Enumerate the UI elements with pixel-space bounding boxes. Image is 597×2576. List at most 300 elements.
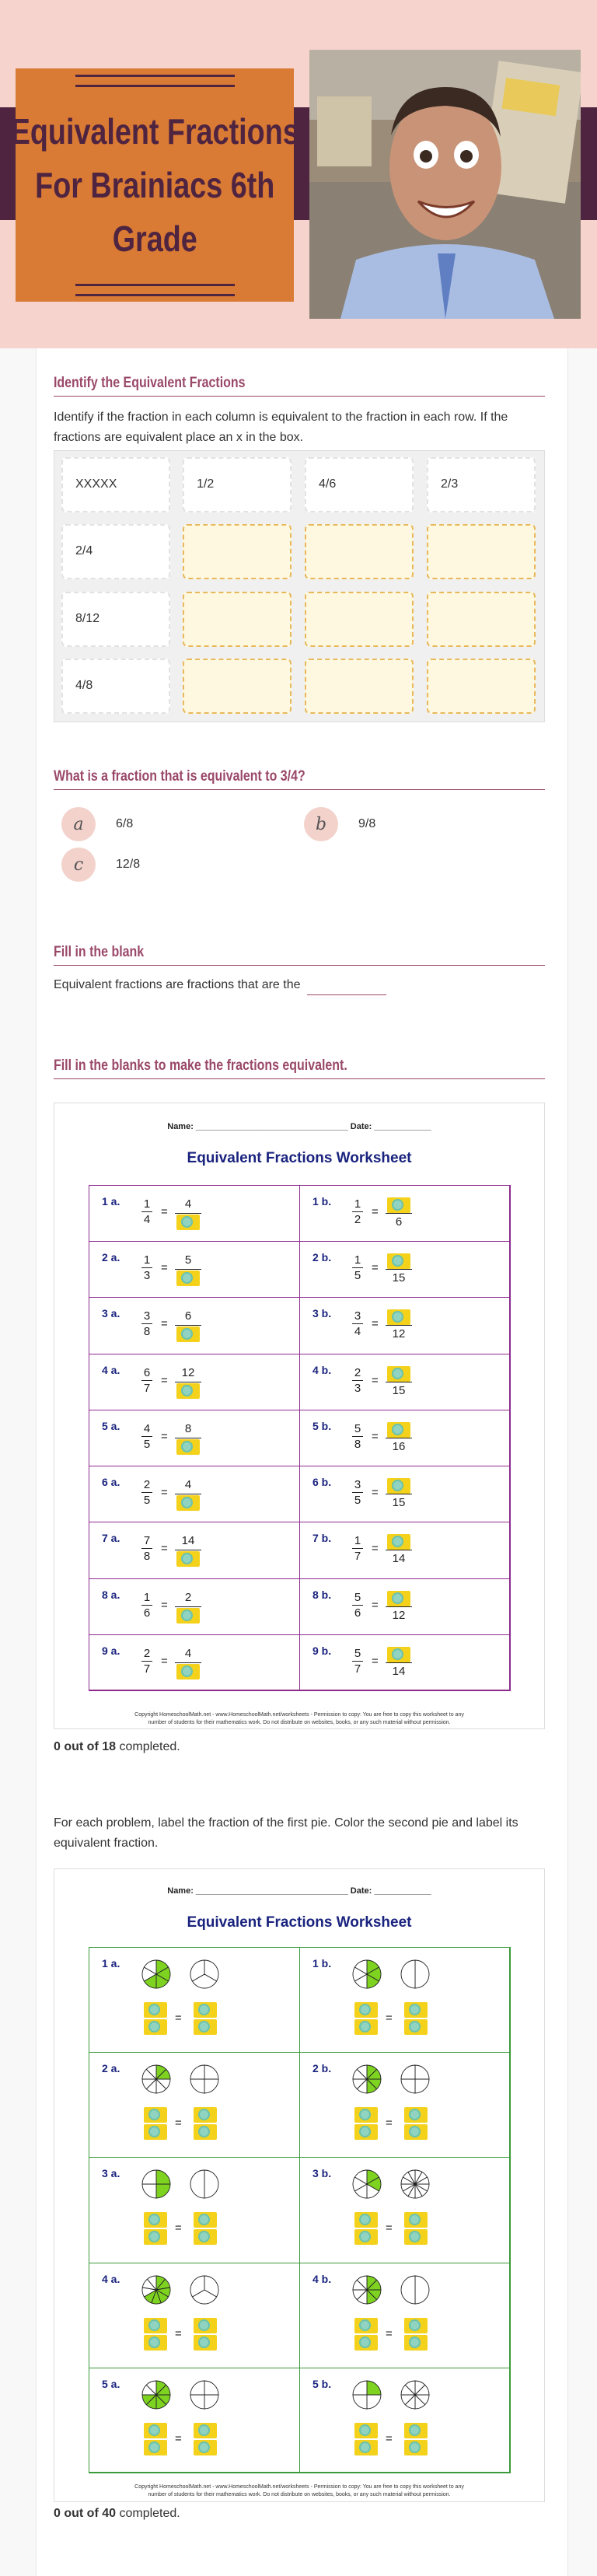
answer-box[interactable]: [427, 592, 536, 647]
answer-input-chip[interactable]: [387, 1591, 410, 1606]
worksheet-problem: [89, 1578, 300, 1635]
fraction-input-chip[interactable]: [144, 2124, 167, 2140]
progress-status: [54, 2507, 180, 2521]
worksheet-problem: [89, 1354, 300, 1410]
fill-prompt-text: Equivalent fractions are fractions that are the: [54, 978, 301, 991]
worksheet-image-2: [54, 1868, 545, 2502]
given-fraction: [141, 1590, 153, 1620]
pie-problem: [89, 2157, 300, 2263]
problem-label: 4 b.: [312, 2272, 332, 2285]
problem-label: 3 a.: [102, 1307, 120, 1320]
pie-problem: [299, 2368, 511, 2473]
shaded-pie[interactable]: [351, 2169, 382, 2200]
equals-sign: =: [386, 2116, 393, 2130]
problem-label: 1 a.: [102, 1195, 120, 1208]
answer-numerator: 12: [181, 1365, 195, 1379]
fraction-denominator: 5: [143, 1494, 151, 1508]
fraction-input-chip[interactable]: [194, 2124, 217, 2140]
answer-fraction: [175, 1197, 201, 1229]
pie-slice[interactable]: [190, 2065, 204, 2079]
given-fraction: [351, 1309, 364, 1339]
given-fraction: [141, 1309, 153, 1339]
answer-input-chip[interactable]: [176, 1664, 200, 1679]
answer-fraction: [386, 1646, 412, 1679]
equals-sign: =: [372, 1598, 379, 1612]
fraction-input-chip[interactable]: [404, 2124, 428, 2140]
given-fraction: [351, 1646, 364, 1676]
problem-label: 9 b.: [312, 1644, 332, 1657]
header-photo: [309, 50, 581, 319]
answer-input-chip[interactable]: [176, 1439, 200, 1455]
problem-label: 3 b.: [312, 1307, 332, 1320]
answer-input-chip[interactable]: [176, 1495, 200, 1511]
choice-letter[interactable]: b: [304, 807, 338, 841]
problem-label: 7 b.: [312, 1532, 332, 1545]
answer-input-chip[interactable]: [176, 1326, 200, 1342]
fraction-input-chip[interactable]: [144, 2002, 167, 2018]
fraction-numerator: 1: [354, 1197, 361, 1211]
pie-slice[interactable]: [204, 2079, 218, 2093]
shaded-pie[interactable]: [141, 2274, 172, 2305]
section-title: Fill in the blanks to make the fractions equivalent.: [54, 1057, 347, 1074]
worksheet-problem: [299, 1354, 511, 1410]
pie-slice[interactable]: [367, 2395, 381, 2409]
answer-denominator: 15: [392, 1271, 406, 1285]
blank-pie[interactable]: [400, 2379, 431, 2410]
blank-pie[interactable]: [189, 2064, 220, 2095]
fraction-bar: [386, 1606, 412, 1607]
answer-box[interactable]: [305, 592, 414, 647]
answer-fraction: [175, 1477, 201, 1510]
answer-input-chip[interactable]: [176, 1271, 200, 1286]
grid-row-header: 8/12: [61, 592, 170, 647]
progress-suffix: completed.: [116, 2507, 180, 2520]
equals-sign: =: [161, 1205, 168, 1218]
equals-sign: =: [386, 2012, 393, 2025]
answer-box[interactable]: [427, 659, 536, 714]
fraction-input-chip[interactable]: [404, 2212, 428, 2228]
fraction-denominator: 7: [354, 1662, 361, 1676]
equals-sign: =: [175, 2431, 182, 2445]
fraction-numerator: 1: [143, 1253, 151, 1267]
blank-pie[interactable]: [400, 2274, 431, 2305]
fraction-input-chip[interactable]: [194, 2229, 217, 2245]
fraction-input-chip[interactable]: [354, 2107, 378, 2123]
problem-label: 1 b.: [312, 1957, 332, 1970]
answer-input-chip[interactable]: [176, 1215, 200, 1230]
pie-slice[interactable]: [204, 2065, 218, 2079]
pie-slice[interactable]: [190, 2381, 204, 2395]
answer-numerator: 4: [184, 1197, 192, 1211]
answer-input-chip[interactable]: [387, 1534, 410, 1550]
fraction-input-chip[interactable]: [404, 2019, 428, 2035]
fraction-denominator: 7: [143, 1662, 151, 1676]
fraction-input-chip[interactable]: [354, 2229, 378, 2245]
title-divider-top: [75, 75, 235, 77]
answer-fraction: [386, 1590, 412, 1623]
answer-input-chip[interactable]: [176, 1551, 200, 1567]
fraction-bar: [175, 1606, 201, 1607]
copyright-line-1: Copyright HomeschoolMath.net - www.HomeschoolMath.net/worksheets - Permission to copy: You are free to copy this worksheet to any: [134, 1712, 464, 1718]
pie-slice[interactable]: [190, 2079, 204, 2093]
pie-slice[interactable]: [401, 2276, 415, 2304]
pie-problem: [299, 1947, 511, 2053]
worksheet-problem: [89, 1185, 300, 1242]
pie-slice[interactable]: [401, 1960, 415, 1988]
pie-slice[interactable]: [190, 2395, 204, 2409]
worksheet-problem: [299, 1522, 511, 1578]
answer-box[interactable]: [183, 524, 292, 579]
answer-denominator: 15: [392, 1383, 406, 1397]
given-fraction: [141, 1253, 153, 1283]
shaded-pie[interactable]: [351, 2274, 382, 2305]
pie-slice[interactable]: [415, 2276, 429, 2304]
section-fill-blank: [54, 944, 545, 995]
answer-fraction: [386, 1309, 412, 1341]
answer-box[interactable]: [183, 592, 292, 647]
fraction-input-chip[interactable]: [194, 2002, 217, 2018]
equals-sign: =: [372, 1261, 379, 1275]
pie-slice[interactable]: [353, 2381, 367, 2395]
answer-input-chip[interactable]: [387, 1478, 410, 1494]
section-rule: [54, 396, 545, 397]
shaded-pie[interactable]: [351, 2379, 382, 2410]
given-fraction: [141, 1197, 153, 1227]
fraction-numerator: 1: [143, 1590, 151, 1604]
equals-sign: =: [161, 1261, 168, 1275]
copyright-line-2: number of students for their mathematics work. Do not distribute on websites, books, or any such material without permission.: [148, 2492, 451, 2497]
problem-label: 2 a.: [102, 1251, 120, 1264]
fraction-numerator: 2: [354, 1365, 361, 1379]
fraction-input-chip[interactable]: [144, 2318, 167, 2333]
grid-row-header: 4/8: [61, 659, 170, 714]
equals-sign: =: [372, 1654, 379, 1668]
pie-slice[interactable]: [415, 2079, 429, 2093]
given-fraction: [351, 1197, 364, 1227]
progress-status: [54, 1740, 180, 1754]
equals-sign: =: [161, 1542, 168, 1556]
fraction-numerator: 5: [354, 1590, 361, 1604]
fraction-bar: [175, 1662, 201, 1663]
section-identify: [54, 375, 545, 448]
fraction-input-chip[interactable]: [404, 2107, 428, 2123]
shaded-pie[interactable]: [141, 2064, 172, 2095]
worksheet-problem: [89, 1297, 300, 1354]
answer-fraction: [175, 1590, 201, 1623]
blank-pie[interactable]: [189, 1959, 220, 1990]
answer-denominator: 16: [392, 1439, 406, 1453]
given-fraction: [141, 1533, 153, 1564]
fraction-input-chip[interactable]: [194, 2318, 217, 2333]
equivalence-grid: [54, 450, 545, 722]
fraction-input-chip[interactable]: [354, 2335, 378, 2351]
equals-sign: =: [175, 2326, 182, 2340]
answer-input-chip[interactable]: [387, 1422, 410, 1438]
blank-pie[interactable]: [189, 2379, 220, 2410]
answer-input-chip[interactable]: [387, 1647, 410, 1662]
worksheet-table: [89, 1185, 510, 1690]
fraction-numerator: 3: [354, 1309, 361, 1323]
problem-label: 5 a.: [102, 1419, 120, 1432]
problem-label: 5 b.: [312, 1419, 332, 1432]
pie-slice[interactable]: [156, 2170, 170, 2184]
choice-option-a[interactable]: [61, 807, 133, 841]
fraction-numerator: 5: [354, 1646, 361, 1660]
answer-fraction: [386, 1253, 412, 1285]
fill-prompt: [54, 975, 545, 995]
fraction-numerator: 1: [354, 1534, 361, 1548]
fraction-denominator: 6: [143, 1606, 151, 1620]
choice-option-b[interactable]: [304, 807, 375, 841]
blank-pie[interactable]: [400, 2064, 431, 2095]
fraction-denominator: 8: [143, 1550, 151, 1564]
choice-letter[interactable]: c: [61, 848, 96, 882]
pie-slice[interactable]: [415, 1960, 429, 1988]
grid-column-header: 4/6: [305, 457, 414, 512]
fraction-denominator: 4: [354, 1325, 361, 1339]
fraction-bar: [175, 1325, 201, 1326]
title-divider-bottom: [75, 284, 235, 286]
fraction-denominator: 2: [354, 1213, 361, 1226]
pie-slice[interactable]: [156, 2184, 170, 2198]
fraction-numerator: 3: [143, 1309, 151, 1323]
pie-problem: [89, 1947, 300, 2053]
choice-letter[interactable]: a: [61, 807, 96, 841]
worksheet-card: [36, 348, 568, 2576]
pie-problem: [89, 2368, 300, 2473]
shaded-pie[interactable]: [141, 2379, 172, 2410]
equals-sign: =: [175, 2116, 182, 2130]
fraction-input-chip[interactable]: [404, 2002, 428, 2018]
choice-label: 9/8: [358, 817, 376, 830]
problem-label: 3 b.: [312, 2167, 332, 2180]
answer-fraction: [386, 1533, 412, 1566]
section-title: Identify the Equivalent Fractions: [54, 375, 246, 391]
pie-problem: [89, 2052, 300, 2158]
fraction-input-chip[interactable]: [194, 2019, 217, 2035]
answer-fraction: [175, 1646, 201, 1679]
answer-input-chip[interactable]: [387, 1197, 410, 1213]
fraction-input-chip[interactable]: [144, 2107, 167, 2123]
fraction-input-chip[interactable]: [194, 2423, 217, 2438]
problem-label: 4 b.: [312, 1363, 332, 1376]
answer-input-chip[interactable]: [176, 1383, 200, 1399]
fraction-input-chip[interactable]: [354, 2212, 378, 2228]
section-rule: [54, 965, 545, 966]
given-fraction: [351, 1421, 364, 1452]
pie-slice[interactable]: [401, 2065, 415, 2079]
section-worksheet-1: [54, 1057, 545, 1079]
copyright-line-2: number of students for their mathematics work. Do not distribute on websites, books, or any such material without permission.: [148, 1720, 451, 1725]
fraction-numerator: 5: [354, 1421, 361, 1435]
problem-label: 2 a.: [102, 2062, 120, 2075]
blank-pie[interactable]: [400, 2169, 431, 2200]
answer-denominator: 15: [392, 1496, 406, 1510]
fraction-input-chip[interactable]: [404, 2335, 428, 2351]
answer-box[interactable]: [305, 659, 414, 714]
pie-worksheet-table: [89, 1947, 510, 2473]
fraction-bar: [386, 1662, 412, 1663]
equals-sign: =: [372, 1542, 379, 1556]
shaded-pie[interactable]: [351, 2064, 382, 2095]
given-fraction: [141, 1421, 153, 1452]
pie-slice[interactable]: [204, 2170, 218, 2198]
worksheet-problem: [299, 1578, 511, 1635]
equals-sign: =: [372, 1205, 379, 1218]
fraction-input-chip[interactable]: [404, 2229, 428, 2245]
worksheet-problem: [89, 1241, 300, 1298]
shaded-pie[interactable]: [141, 1959, 172, 1990]
answer-input-chip[interactable]: [387, 1366, 410, 1382]
fraction-input-chip[interactable]: [404, 2318, 428, 2333]
fraction-denominator: 5: [354, 1494, 361, 1508]
title-box: [10, 68, 299, 302]
pie-slice[interactable]: [142, 2170, 156, 2184]
problem-label: 2 b.: [312, 1251, 332, 1264]
pie-slice[interactable]: [190, 2170, 204, 2198]
answer-box[interactable]: [427, 524, 536, 579]
worksheet-title: Equivalent Fractions Worksheet: [187, 1150, 412, 1166]
choice-option-c[interactable]: [61, 848, 140, 882]
blank-pie[interactable]: [189, 2169, 220, 2200]
fraction-input-chip[interactable]: [194, 2212, 217, 2228]
progress-suffix: completed.: [116, 1740, 180, 1753]
equals-sign: =: [372, 1486, 379, 1500]
fraction-input-chip[interactable]: [354, 2423, 378, 2438]
pie-slice[interactable]: [142, 2184, 156, 2198]
equals-sign: =: [386, 2221, 393, 2235]
fraction-input-chip[interactable]: [144, 2440, 167, 2455]
fraction-numerator: 1: [143, 1197, 151, 1211]
fraction-bar: [175, 1213, 201, 1214]
grid-column-header: 2/3: [427, 457, 536, 512]
problem-label: 2 b.: [312, 2062, 332, 2075]
fraction-input-chip[interactable]: [144, 2335, 167, 2351]
answer-fraction: [175, 1253, 201, 1285]
title-divider-top-2: [75, 85, 235, 87]
fraction-input-chip[interactable]: [144, 2229, 167, 2245]
answer-numerator: 14: [181, 1534, 195, 1548]
fraction-input-chip[interactable]: [194, 2440, 217, 2455]
answer-box[interactable]: [183, 659, 292, 714]
worksheet-title: Equivalent Fractions Worksheet: [187, 1914, 412, 1931]
pie-slice[interactable]: [204, 2381, 218, 2395]
grid-column-header: 1/2: [183, 457, 292, 512]
problem-label: 1 b.: [312, 1195, 332, 1208]
fraction-input-chip[interactable]: [144, 2423, 167, 2438]
grid-header-cell: XXXXX: [61, 457, 170, 512]
blank-pie[interactable]: [400, 1959, 431, 1990]
problem-label: 4 a.: [102, 1363, 120, 1376]
progress-count: 0 out of 18: [54, 1740, 117, 1753]
answer-denominator: 6: [395, 1215, 403, 1229]
fraction-input-chip[interactable]: [144, 2019, 167, 2035]
fraction-input-chip[interactable]: [404, 2440, 428, 2455]
answer-box[interactable]: [305, 524, 414, 579]
fraction-input-chip[interactable]: [194, 2107, 217, 2123]
section-title: Fill in the blank: [54, 944, 145, 960]
page-title-line-3: Grade: [112, 218, 197, 259]
answer-fraction: [175, 1365, 201, 1398]
worksheet-problem: [299, 1185, 511, 1242]
problem-label: 7 a.: [102, 1532, 120, 1545]
problem-label: 6 b.: [312, 1476, 332, 1489]
given-fraction: [351, 1590, 364, 1620]
fraction-input-chip[interactable]: [354, 2002, 378, 2018]
fraction-bar: [175, 1269, 201, 1270]
fraction-input-chip[interactable]: [354, 2440, 378, 2455]
problem-label: 6 a.: [102, 1476, 120, 1489]
given-fraction: [351, 1253, 364, 1283]
equals-sign: =: [161, 1654, 168, 1668]
problem-label: 4 a.: [102, 2272, 120, 2285]
equals-sign: =: [161, 1598, 168, 1612]
fraction-input-chip[interactable]: [354, 2318, 378, 2333]
fraction-numerator: 3: [354, 1478, 361, 1492]
answer-denominator: 14: [392, 1664, 406, 1678]
fill-blank-input[interactable]: [307, 981, 386, 995]
answer-numerator: 5: [184, 1253, 192, 1267]
fraction-input-chip[interactable]: [194, 2335, 217, 2351]
pie-slice[interactable]: [415, 2065, 429, 2079]
worksheet-problem: [299, 1466, 511, 1522]
fraction-denominator: 3: [354, 1381, 361, 1395]
given-fraction: [351, 1533, 364, 1564]
answer-numerator: 2: [184, 1590, 192, 1604]
answer-denominator: 14: [392, 1552, 406, 1566]
worksheet-copyright: [54, 1711, 544, 1727]
shaded-pie[interactable]: [141, 2169, 172, 2200]
answer-fraction: [175, 1421, 201, 1454]
shaded-pie[interactable]: [351, 1959, 382, 1990]
fraction-input-chip[interactable]: [144, 2212, 167, 2228]
answer-input-chip[interactable]: [387, 1253, 410, 1269]
problem-label: 3 a.: [102, 2167, 120, 2180]
fraction-bar: [386, 1269, 412, 1270]
answer-fraction: [386, 1197, 412, 1229]
problem-label: 8 a.: [102, 1588, 120, 1601]
pie-slice[interactable]: [353, 2395, 367, 2409]
answer-input-chip[interactable]: [176, 1608, 200, 1624]
blank-pie[interactable]: [189, 2274, 220, 2305]
fraction-input-chip[interactable]: [404, 2423, 428, 2438]
worksheet-problem: [299, 1241, 511, 1298]
worksheet-problem: [89, 1522, 300, 1578]
fraction-denominator: 5: [143, 1437, 151, 1451]
worksheet-problem: [299, 1410, 511, 1466]
answer-numerator: 6: [184, 1309, 192, 1323]
given-fraction: [141, 1646, 153, 1676]
answer-fraction: [386, 1477, 412, 1510]
page-title-line-2: For Brainiacs 6th: [34, 164, 275, 205]
pie-slice[interactable]: [367, 2381, 381, 2395]
equals-sign: =: [372, 1373, 379, 1387]
equals-sign: =: [175, 2012, 182, 2025]
answer-input-chip[interactable]: [387, 1309, 410, 1325]
fraction-denominator: 8: [143, 1325, 151, 1339]
pie-slice[interactable]: [401, 2079, 415, 2093]
page-title: [11, 105, 299, 266]
fraction-denominator: 6: [354, 1606, 361, 1620]
pie-slice[interactable]: [204, 2395, 218, 2409]
section-rule: [54, 789, 545, 790]
equals-sign: =: [386, 2326, 393, 2340]
header-photo-image: [309, 50, 581, 319]
problem-label: 8 b.: [312, 1588, 332, 1601]
fraction-input-chip[interactable]: [354, 2124, 378, 2140]
grid-row-header: 2/4: [61, 524, 170, 579]
fraction-input-chip[interactable]: [354, 2019, 378, 2035]
